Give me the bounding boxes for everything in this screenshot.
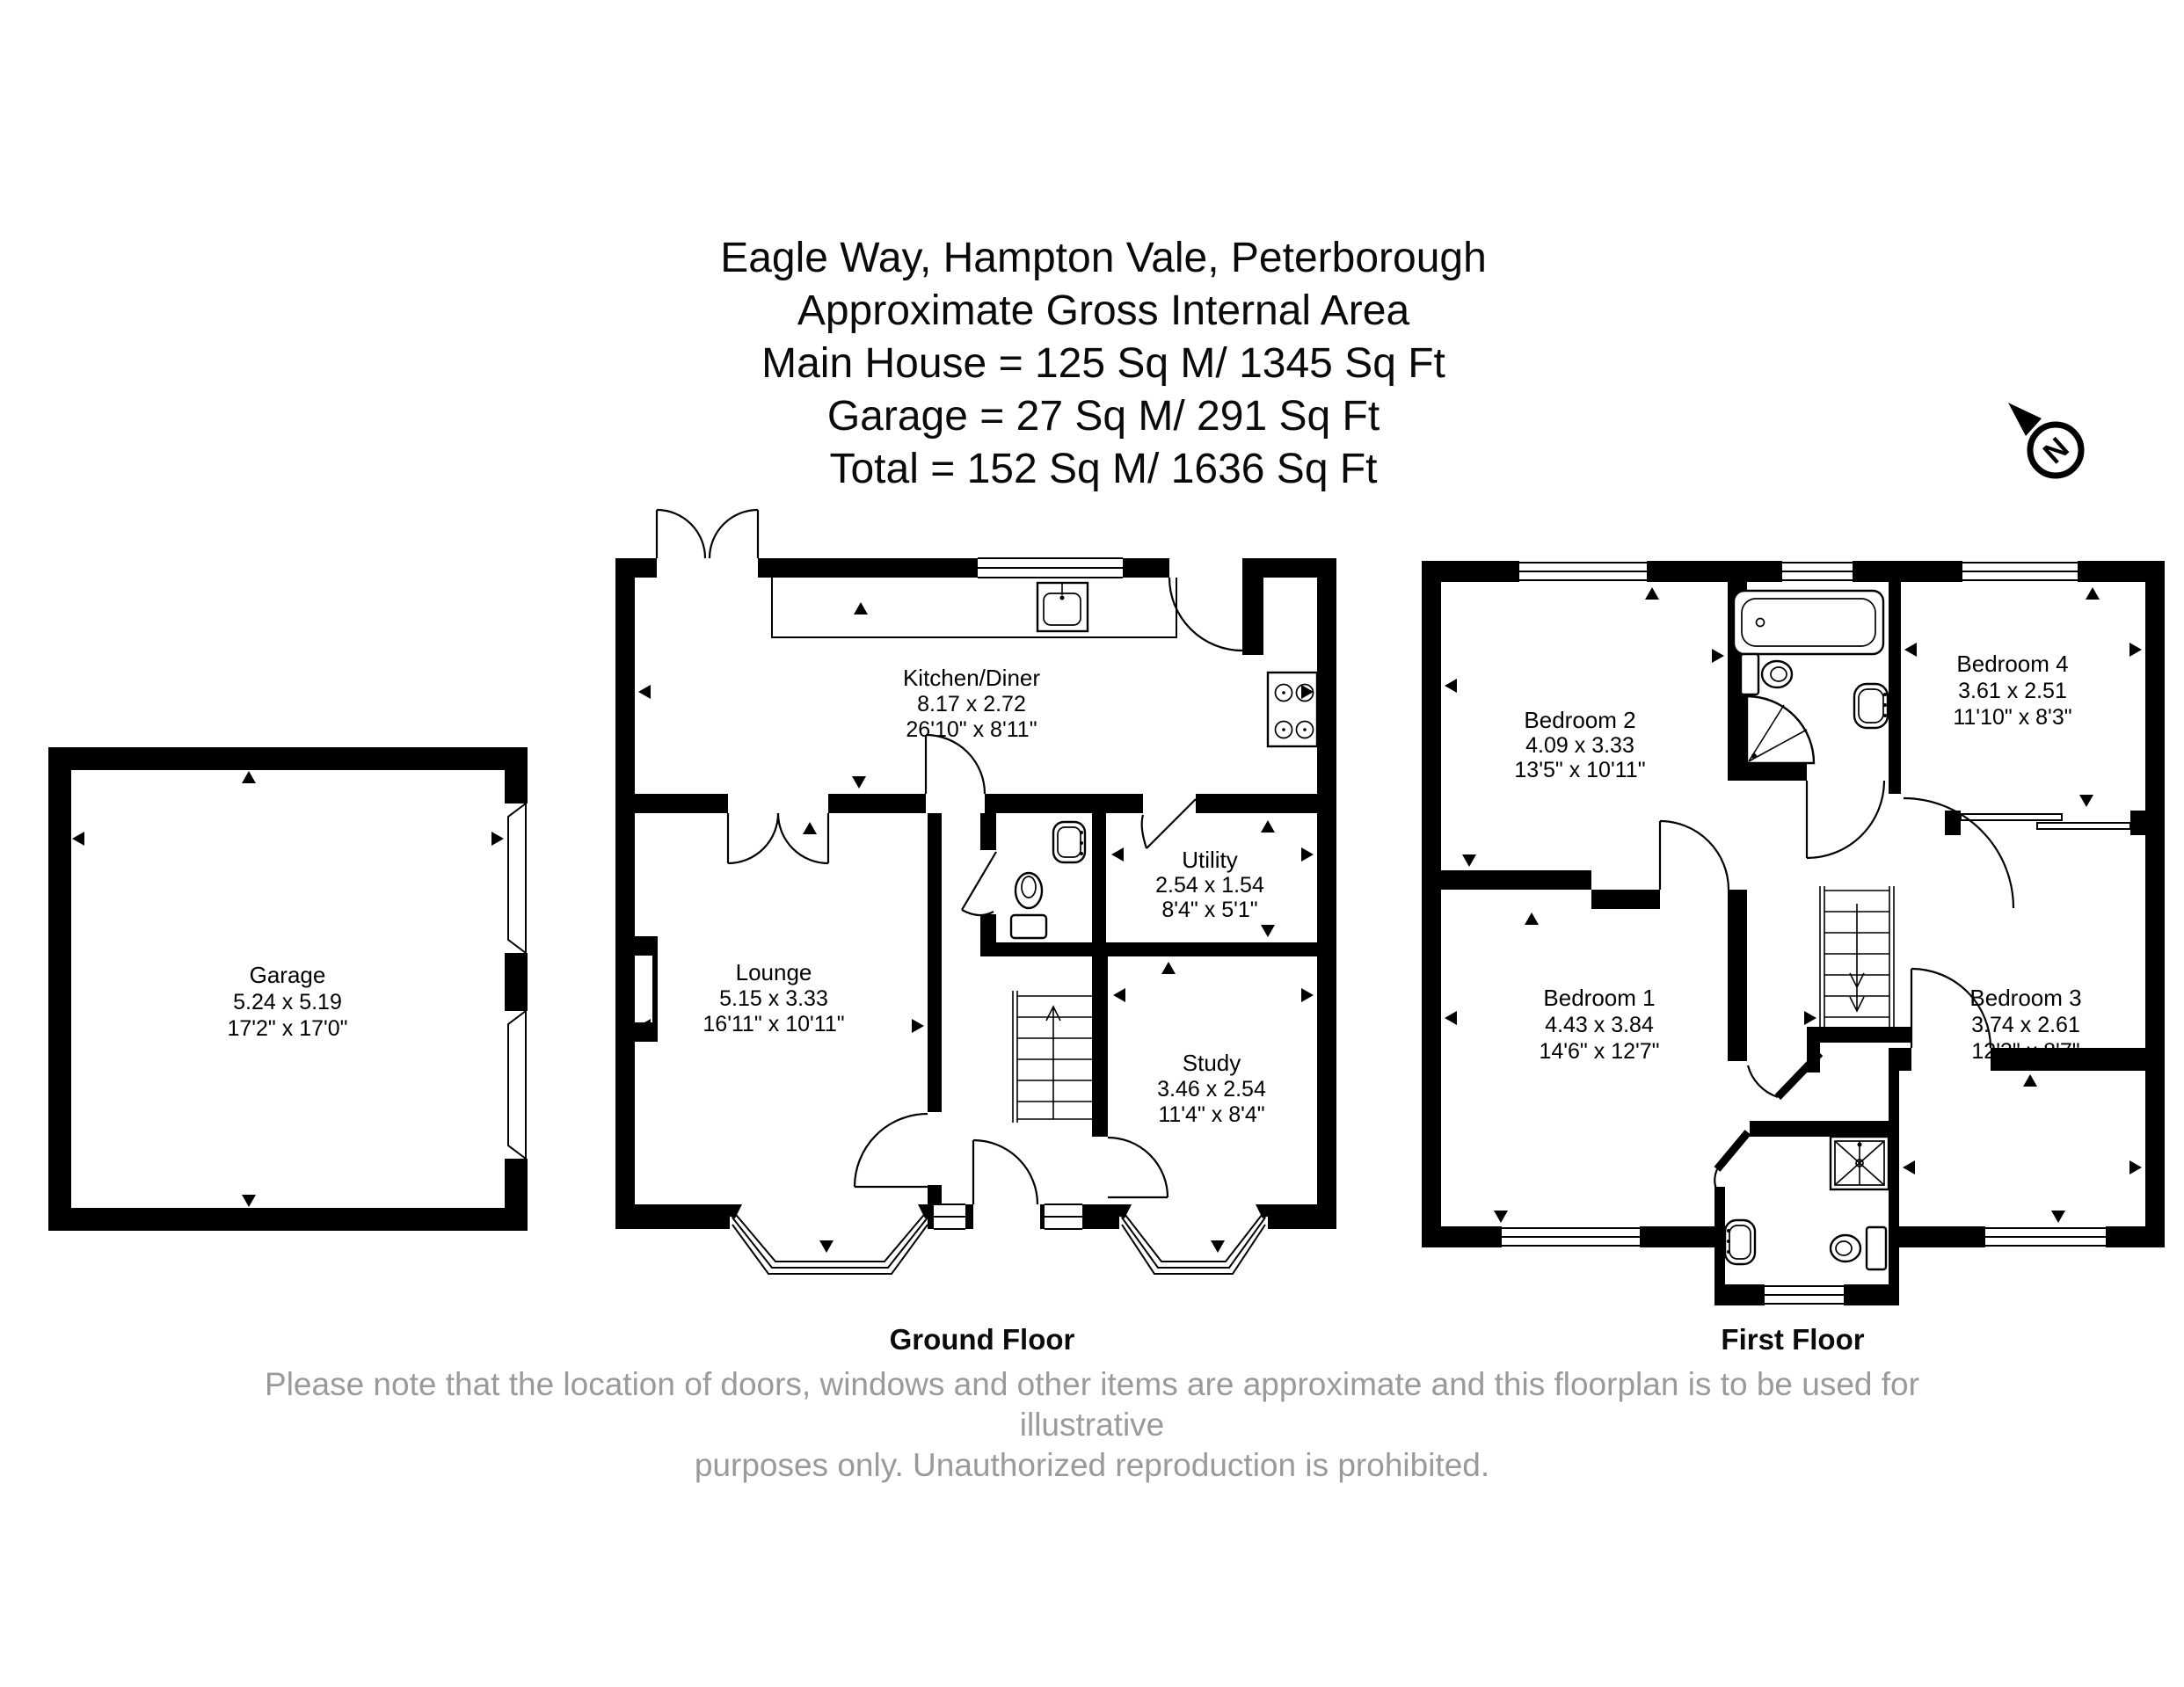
- garage-walls: [48, 747, 528, 1231]
- bathroom-sink-icon: [1854, 684, 1888, 728]
- disclaimer: [213, 1364, 1971, 1486]
- tap-dot: [1883, 703, 1887, 707]
- first-floor-plan: [1422, 561, 2165, 1317]
- dimension-arrow-up: [1645, 587, 1659, 600]
- wall: [505, 1159, 528, 1231]
- toilet-cistern: [1867, 1227, 1886, 1269]
- wall: [615, 558, 635, 1204]
- wall: [505, 747, 528, 804]
- wardrobe-sliding-door: [2037, 823, 2130, 829]
- hob-icon: [1268, 673, 1317, 746]
- compass-icon: [1998, 396, 2103, 497]
- wall: [1853, 561, 1962, 582]
- dimension-arrow-left: [1111, 847, 1124, 862]
- wall: [1750, 1121, 1899, 1137]
- dimension-arrow-down: [852, 776, 866, 789]
- wall: [1899, 1226, 1985, 1247]
- wall: [1889, 1071, 1899, 1305]
- garage-room-name: Garage: [249, 962, 326, 988]
- utility-metric: 2.54 x 1.54: [1155, 873, 1264, 898]
- burner-dot: [1303, 728, 1307, 731]
- wall: [1728, 763, 1807, 781]
- door-arc: [728, 813, 778, 863]
- door-leaf: [1147, 799, 1196, 848]
- ensuite-sink-icon: [1725, 1220, 1755, 1264]
- door-arc: [1748, 1065, 1778, 1097]
- wall: [615, 1204, 730, 1229]
- toilet-cistern: [1011, 915, 1046, 938]
- window: [1519, 563, 1647, 580]
- dimension-arrow-down: [1211, 1240, 1225, 1253]
- disclaimer-line-1: Please note that the location of doors, windows and other items are approximate and this floorplan is to be used for illustrative: [265, 1366, 1919, 1443]
- title-garage-area: Garage = 27 Sq M/ 291 Sq Ft: [826, 393, 1380, 440]
- wall: [2106, 1226, 2165, 1247]
- door-arc: [973, 1140, 1037, 1204]
- wall: [1945, 811, 1961, 835]
- dimension-arrow-down: [2051, 1211, 2065, 1223]
- wc-sink-icon: [1053, 822, 1085, 862]
- kitchen-name: Kitchen/Diner: [902, 665, 1041, 691]
- window: [1765, 1286, 1844, 1304]
- toilet-bowl: [1762, 661, 1792, 687]
- door-arc: [1660, 821, 1729, 890]
- dimension-arrow-left: [638, 685, 651, 699]
- wall: [2145, 561, 2165, 1247]
- garage-room-imperial: 17'2" x 17'0": [227, 1016, 348, 1041]
- wall: [1242, 578, 1263, 655]
- dimension-arrow-right: [2129, 1160, 2142, 1174]
- dimension-arrow-right: [912, 1019, 924, 1033]
- lounge-name: Lounge: [735, 959, 812, 985]
- dimension-arrow-left: [1445, 679, 1457, 693]
- dimension-arrow-right: [1712, 649, 1724, 663]
- wall: [1647, 561, 1782, 582]
- shower-head: [1858, 1143, 1862, 1147]
- garage-room-metric: 5.24 x 5.19: [233, 990, 342, 1014]
- dimension-arrow-up: [242, 771, 256, 783]
- kitchen-sink-icon: [1037, 583, 1088, 631]
- bay-glazing: [1122, 1218, 1265, 1268]
- window: [1985, 1228, 2106, 1246]
- dimension-arrow-right: [1804, 1011, 1816, 1025]
- dimension-arrow-right: [491, 832, 504, 846]
- study-name: Study: [1182, 1050, 1241, 1076]
- shower-drain: [1751, 753, 1757, 759]
- door-leaf: [962, 852, 996, 910]
- stair-rail: [1013, 991, 1017, 1123]
- wall: [48, 1208, 528, 1231]
- garage-door-panel: [508, 804, 526, 953]
- wall: [1317, 558, 1336, 1229]
- title-block: [519, 232, 1688, 496]
- ground-floor-label: Ground Floor: [889, 1323, 1075, 1356]
- wall: [758, 558, 978, 578]
- door-arc: [926, 735, 985, 794]
- kitchen-counter: [772, 578, 1176, 637]
- bay-window-lounge: [726, 1204, 934, 1274]
- tap-dot: [1080, 852, 1083, 855]
- garage-plan: [48, 747, 528, 1231]
- wall: [48, 747, 528, 770]
- dimension-arrow-up: [803, 822, 817, 834]
- toilet-cistern: [1741, 654, 1758, 694]
- bedroom1-metric: 4.43 x 3.84: [1545, 1013, 1654, 1037]
- shower-outline: [1747, 696, 1814, 763]
- stair-treads: [1017, 996, 1092, 1119]
- door-arc: [962, 910, 994, 915]
- bedroom3-name: Bedroom 3: [1969, 985, 2082, 1011]
- bedroom3-metric: 3.74 x 2.61: [1971, 1013, 2080, 1037]
- bedroom4-imperial: 11'10" x 8'3": [1953, 705, 2072, 730]
- wall: [635, 794, 728, 813]
- stair-direction-arrow: [1046, 1007, 1060, 1119]
- wall: [1082, 1204, 1119, 1229]
- bay-glazing: [1122, 1225, 1265, 1274]
- wall: [980, 942, 1106, 956]
- wall: [1422, 1226, 1502, 1247]
- utility-imperial: 8'4" x 5'1": [1161, 898, 1258, 922]
- bay-glazing: [732, 1225, 928, 1274]
- dimension-arrow-left: [1903, 1160, 1915, 1174]
- wall: [928, 813, 942, 1112]
- window: [978, 558, 1123, 578]
- tap-dot: [1883, 714, 1887, 717]
- door-arc: [1108, 1138, 1168, 1197]
- fireplace-recess: [635, 956, 652, 1022]
- disclaimer-line-2: purposes only. Unauthorized reproduction is prohibited.: [694, 1447, 1490, 1483]
- wall: [1889, 582, 1901, 794]
- sink-drain: [1060, 596, 1065, 600]
- window: [934, 1204, 965, 1229]
- door-arc: [778, 813, 828, 863]
- bedroom4-name: Bedroom 4: [1956, 651, 2069, 677]
- dimension-arrow-up: [2023, 1074, 2037, 1087]
- wall: [1728, 890, 1747, 1061]
- wall: [985, 794, 1143, 813]
- bedroom1-imperial: 14'6" x 12'7": [1539, 1039, 1660, 1064]
- bedroom2-imperial: 13'5" x 10'11": [1514, 758, 1646, 782]
- bedroom3-imperial: 12'3" x 8'7": [1971, 1039, 2080, 1064]
- burner-dot: [1282, 728, 1285, 731]
- dimension-arrow-right: [2129, 643, 2142, 657]
- dimension-arrow-right: [1301, 847, 1314, 862]
- stairs-down: [1820, 886, 1894, 1027]
- wall: [1123, 558, 1169, 578]
- wall: [1889, 1048, 1911, 1071]
- door-arc: [657, 510, 705, 558]
- dimension-arrow-left: [72, 832, 84, 846]
- dimension-arrow-left: [1113, 988, 1125, 1002]
- window: [1782, 563, 1853, 580]
- wall: [1807, 1027, 1912, 1043]
- corner-shower-icon: [1747, 696, 1814, 763]
- dimension-arrow-up: [1161, 962, 1176, 974]
- door-arc: [710, 510, 758, 558]
- dimension-arrows: [72, 771, 504, 1207]
- wardrobe-sliding-door: [1961, 814, 2062, 820]
- study-metric: 3.46 x 2.54: [1157, 1077, 1266, 1102]
- wall: [1844, 1284, 1899, 1305]
- tap-dot: [1727, 1240, 1730, 1243]
- dimension-arrow-right: [1301, 988, 1314, 1002]
- doors: [657, 510, 1242, 1204]
- bedroom1-name: Bedroom 1: [1543, 985, 1656, 1011]
- wall: [965, 1204, 973, 1229]
- wall: [48, 747, 71, 1231]
- dimension-arrow-down: [1462, 854, 1476, 867]
- tap-dot: [1727, 1250, 1730, 1254]
- garage-door-panel: [508, 1011, 526, 1159]
- bath-icon: [1734, 591, 1883, 654]
- wall: [1268, 1204, 1336, 1229]
- compass-north-label: N: [2036, 431, 2076, 471]
- wall: [980, 813, 996, 850]
- tap-dot: [1883, 693, 1887, 696]
- wall: [1640, 1226, 1714, 1247]
- wall: [2130, 811, 2145, 835]
- wall: [1092, 956, 1108, 1137]
- wall: [928, 1185, 942, 1204]
- dimension-arrow-down: [1494, 1211, 1508, 1223]
- stair-direction-arrow: [1850, 904, 1864, 1011]
- kitchen-imperial: 26'10" x 8'11": [906, 717, 1037, 742]
- dimension-arrow-down: [819, 1240, 834, 1253]
- bedroom2-metric: 4.09 x 3.33: [1525, 733, 1634, 758]
- wall: [828, 794, 926, 813]
- ground-floor-plan: [615, 504, 1336, 1288]
- lounge-imperial: 16'11" x 10'11": [703, 1012, 845, 1036]
- door-arc: [1807, 781, 1884, 858]
- bay-glazing: [1122, 1211, 1265, 1262]
- title-area-heading: Approximate Gross Internal Area: [797, 287, 1410, 334]
- tap-dot: [1080, 841, 1083, 845]
- door-arc: [1169, 578, 1242, 651]
- wall: [1422, 561, 1441, 1247]
- utility-name: Utility: [1182, 847, 1238, 873]
- dimension-arrow-left: [1445, 1011, 1457, 1025]
- wall: [505, 953, 528, 1011]
- title-total-area: Total = 152 Sq M/ 1636 Sq Ft: [829, 446, 1378, 492]
- door-arc: [1142, 815, 1147, 848]
- window: [1962, 563, 2078, 580]
- stairs-up: [1013, 991, 1092, 1123]
- ensuite-shower-icon: [1831, 1137, 1889, 1189]
- dimension-arrow-down: [1261, 925, 1275, 937]
- door-leaf: [1778, 1053, 1820, 1097]
- tap-dot: [1727, 1229, 1730, 1233]
- wc-toilet-icon: [1011, 873, 1046, 938]
- first-floor-label: First Floor: [1721, 1323, 1865, 1356]
- dimension-arrow-up: [1525, 913, 1539, 925]
- wall: [1714, 1284, 1765, 1305]
- lounge-metric: 5.15 x 3.33: [719, 986, 828, 1011]
- toilet-bowl: [1016, 873, 1042, 908]
- bathroom-toilet-icon: [1741, 654, 1792, 694]
- hob-outline: [1268, 673, 1317, 746]
- entrance-door-leaf: [657, 510, 758, 558]
- door-arc: [855, 1114, 928, 1187]
- toilet-bowl: [1831, 1235, 1860, 1262]
- wall: [1441, 870, 1591, 890]
- wall: [1196, 794, 1317, 813]
- study-imperial: 11'4" x 8'4": [1158, 1102, 1265, 1127]
- dimension-arrow-up: [854, 602, 868, 614]
- wall: [1040, 1204, 1045, 1229]
- window: [1045, 1204, 1082, 1229]
- door-leaf: [1717, 1132, 1748, 1169]
- kitchen-metric: 8.17 x 2.72: [917, 692, 1026, 716]
- wall: [1092, 813, 1106, 956]
- wall: [1591, 890, 1660, 909]
- title-address: Eagle Way, Hampton Vale, Peterborough: [720, 235, 1487, 281]
- wall: [1106, 942, 1317, 956]
- dimension-arrow-down: [2079, 795, 2093, 807]
- door-arc: [1714, 1169, 1717, 1189]
- tap-dot: [1080, 831, 1083, 834]
- dimension-arrow-down: [242, 1195, 256, 1207]
- ensuite-toilet-icon: [1831, 1227, 1886, 1269]
- bedroom4-metric: 3.61 x 2.51: [1958, 679, 2067, 703]
- title-main-house-area: Main House = 125 Sq M/ 1345 Sq Ft: [761, 340, 1445, 387]
- burner-dot: [1282, 691, 1285, 694]
- bay-window-study: [1116, 1204, 1271, 1274]
- window: [1502, 1228, 1640, 1246]
- dimension-arrow-up: [1261, 820, 1275, 833]
- dimension-arrow-left: [1904, 643, 1917, 657]
- bedroom2-name: Bedroom 2: [1524, 707, 1636, 733]
- dimension-arrow-up: [2086, 587, 2100, 600]
